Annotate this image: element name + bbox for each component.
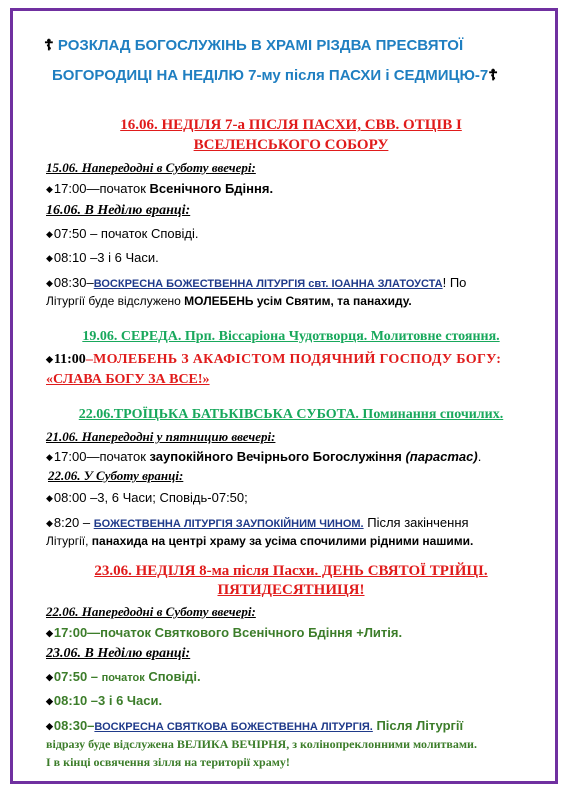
section-3-morning-subtitle: 22.06. У Суботу вранці:	[48, 468, 184, 483]
section-1-item-4: ◆08:30–ВОСКРЕСНА БОЖЕСТВЕННА ЛІТУРГІЯ свт. ІОАННА ЗЛАТОУСТА! По	[46, 275, 467, 290]
header-line-2: БОГОРОДИЦІ НА НЕДІЛЮ 7-му після ПАСХИ і СЕДМИЦЮ-7☦	[52, 67, 499, 84]
section-4-item-3: ◆08:10 –3 і 6 Часи.	[46, 693, 163, 708]
cross-icon: ☦	[44, 37, 54, 54]
section-4-item-4-line3: І в кінці освячення зілля на території храму!	[46, 755, 290, 769]
liturgy-link: ВОСКРЕСНА БОЖЕСТВЕННА ЛІТУРГІЯ свт. ІОАННА ЗЛАТОУСТА	[93, 278, 443, 290]
section-2-item: ◆11:00–МОЛЕБЕНЬ З АКАФІСТОМ ПОДЯЧНИЙ ГОСПОДУ БОГУ:	[46, 352, 502, 367]
diamond-icon: ◆	[46, 493, 53, 503]
section-1-morning-subtitle: 16.06. В Неділю вранці:	[46, 203, 191, 218]
diamond-icon: ◆	[46, 518, 53, 528]
section-4-item-2: ◆07:50 – початок Сповіді.	[46, 669, 201, 684]
section-2-item-line2: «СЛАВА БОГУ ЗА ВСЕ!»	[46, 372, 210, 387]
section-1-item-1: ◆17:00—початок Всенічного Бдіння.	[46, 181, 274, 196]
diamond-icon: ◆	[46, 184, 53, 194]
section-3-item-1: ◆17:00—початок заупокійного Вечірнього Богослужіння (парастас).	[46, 449, 482, 464]
diamond-icon: ◆	[46, 354, 53, 364]
liturgy-link: ВОСКРЕСНА СВЯТКОВА БОЖЕСТВЕННА ЛІТУРГІЯ.	[94, 721, 373, 733]
diamond-icon: ◆	[46, 253, 53, 263]
section-4-item-1: ◆17:00—початок Святкового Всенічного Бдіння +Литія.	[46, 625, 403, 640]
diamond-icon: ◆	[46, 696, 53, 706]
section-4-item-4: ◆08:30–ВОСКРЕСНА СВЯТКОВА БОЖЕСТВЕННА ЛІТУРГІЯ. Після Літургії	[46, 718, 464, 733]
diamond-icon: ◆	[46, 452, 53, 462]
liturgy-link: БОЖЕСТВЕННА ЛІТУРГІЯ ЗАУПОКІЙНИМ ЧИНОМ.	[93, 518, 364, 530]
section-1-title: 16.06. НЕДІЛЯ 7-а ПІСЛЯ ПАСХИ, СВВ. ОТЦІВ І	[120, 117, 462, 133]
section-4-item-4-line2: відразу буде відслужена ВЕЛИКА ВЕЧІРНЯ, з колінопреклонними молитвами.	[46, 737, 477, 751]
diamond-icon: ◆	[46, 672, 53, 682]
diamond-icon: ◆	[46, 278, 53, 288]
cross-icon: ☦	[488, 67, 499, 84]
section-1-eve-subtitle: 15.06. Напередодні в Суботу ввечері:	[46, 160, 256, 175]
section-2-title: 19.06. СЕРЕДА. Прп. Віссаріона Чудотворця. Молитовне стояння.	[82, 329, 500, 344]
diamond-icon: ◆	[46, 628, 53, 638]
section-1-item-2: ◆07:50 – початок Сповіді.	[46, 226, 199, 241]
section-4-title: 23.06. НЕДІЛЯ 8-ма після Пасхи. ДЕНЬ СВЯТОЇ ТРІЙЦІ.	[94, 563, 488, 579]
diamond-icon: ◆	[46, 229, 53, 239]
section-3-eve-subtitle: 21.06. Напередодні у пятницию ввечері:	[46, 429, 276, 444]
section-4-morning-subtitle: 23.06. В Неділю вранці:	[46, 646, 191, 661]
section-4-eve-subtitle: 22.06. Напередодні в Суботу ввечері:	[46, 604, 256, 619]
section-3-item-2: ◆08:00 –3, 6 Часи; Сповідь-07:50;	[46, 490, 248, 505]
section-1-item-3: ◆08:10 –3 і 6 Часи.	[46, 250, 159, 265]
diamond-icon: ◆	[46, 721, 53, 731]
section-3-item-3-line2: Літургії, панахида на центрі храму за усіма спочилими рідними нашими.	[46, 534, 474, 548]
section-3-title: 22.06.ТРОЇЦЬКА БАТЬКІВСЬКА СУБОТА. Поминання спочилих.	[78, 407, 504, 422]
section-3-item-3: ◆8:20 – БОЖЕСТВЕННА ЛІТУРГІЯ ЗАУПОКІЙНИМ ЧИНОМ. Після закінчення	[46, 515, 469, 530]
section-1-item-4-line2: Літургії буде відслужено МОЛЕБЕНЬ усім Святим, та панахиду.	[46, 294, 412, 308]
header-line-1: ☦ РОЗКЛАД БОГОСЛУЖІНЬ В ХРАМІ РІЗДВА ПРЕСВЯТОЇ	[44, 37, 464, 54]
section-4-title-line2: ПЯТИДЕСЯТНИЦЯ!	[217, 582, 365, 598]
section-1-title-line2: ВСЕЛЕНСЬКОГО СОБОРУ	[193, 137, 389, 153]
